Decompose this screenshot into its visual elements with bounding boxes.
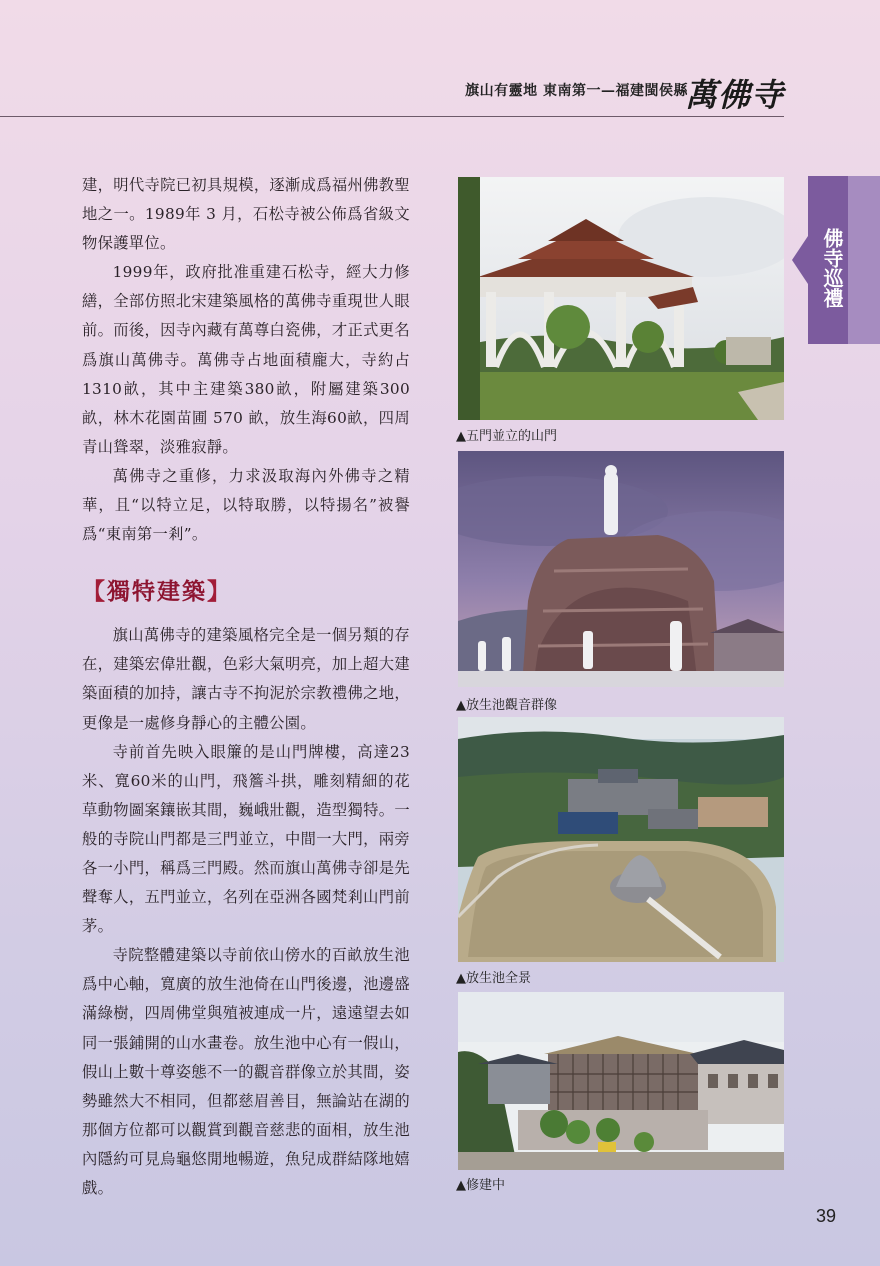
paragraph-6: 寺院整體建築以寺前依山傍水的百畝放生池爲中心軸，寬廣的放生池倚在山門後邊，池邊盛滿綠樹，四周佛堂與殖被連成一片，遠遠望去如同一張鋪開的山水畫卷。放生池中心有一假山，假山上數十尊姿態不一的觀音群像立於其間，姿勢雖然大不相同，但都慈眉善目，無論站在湖的那個方位都可以觀賞到觀音慈悲的面相，放生池內隱約可見烏龜悠閒地暢遊，魚兒成群結隊地嬉戲。 — [82, 946, 410, 1197]
guanyin-statues-image — [458, 451, 784, 687]
article-text-column — [82, 171, 410, 1203]
header-subtitle: 旗山有靈地 東南第一—福建閩侯縣 — [465, 83, 688, 99]
caption-under-construction: ▲修建中 — [456, 1178, 505, 1193]
section-heading — [82, 571, 410, 613]
section-bracket-close: 】 — [207, 578, 232, 606]
paragraph-2: 1999年，政府批准重建石松寺，經大力修繕，全部仿照北宋建築風格的萬佛寺重現世人眼前。而後，因寺內藏有萬尊白瓷佛，才正式更名爲旗山萬佛寺。萬佛寺占地面積龐大，寺約占1310畝，其中主建築380畝，附屬建築300畝，林木花園苗圃 570 畝，放生海60畝，四周青山聳翠，淡雅寂靜。 — [82, 263, 410, 456]
mountain-gate-image — [458, 177, 784, 420]
section-side-tab — [808, 176, 848, 344]
paragraph-4: 旗山萬佛寺的建築風格完全是一個另類的存在，建築宏偉壯觀，色彩大氣明亮，加上超大建築面積的加持，讓古寺不拘泥於宗教禮佛之地，更像是一處修身靜心的主體公園。 — [82, 626, 410, 732]
side-tab-label: 佛寺巡禮 — [820, 228, 844, 308]
photo-guanyin-statues — [458, 451, 784, 687]
photo-under-construction — [458, 992, 784, 1170]
section-title: 獨特建築 — [107, 578, 207, 606]
page-header — [0, 0, 784, 117]
paragraph-5: 寺前首先映入眼簾的是山門牌樓，高達23米、寬60米的山門，飛簷斗拱，雕刻精細的花草動物圖案鑲嵌其間，巍峨壯觀，造型獨特。一般的寺院山門都是三門並立，中間一大門，兩旁各一小門，稱爲三門殿。然而旗山萬佛寺卻是先聲奪人，五門並立，名列在亞洲各國梵剎山門前茅。 — [82, 742, 410, 936]
paragraph-3: 萬佛寺之重修，力求汲取海內外佛寺之精華，且“以特立足，以特取勝，以特揚名”被譽爲“東南第一剎”。 — [82, 466, 410, 544]
caption-mountain-gate: ▲五門並立的山門 — [456, 429, 557, 444]
pond-panorama-image — [458, 717, 784, 962]
construction-image — [458, 992, 784, 1170]
section-bracket-open: 【 — [82, 578, 107, 606]
paragraph-1: 建，明代寺院已初具規模，逐漸成爲福州佛教聖地之一。1989年 3 月，石松寺被公佈爲省級文物保護單位。 — [82, 176, 410, 253]
photo-mountain-gate — [458, 177, 784, 420]
page-number: 39 — [816, 1206, 837, 1226]
caption-guanyin-statues: ▲放生池觀音群像 — [456, 698, 557, 713]
caption-pond-panorama: ▲放生池全景 — [456, 971, 531, 986]
header-title: 萬佛寺 — [684, 76, 784, 114]
photo-pond-panorama — [458, 717, 784, 962]
side-tab-accent — [848, 176, 880, 344]
